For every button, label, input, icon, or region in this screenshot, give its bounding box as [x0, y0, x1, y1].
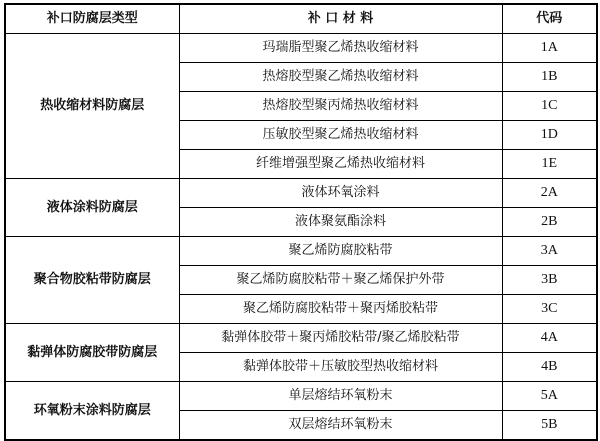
table-row [5, 324, 597, 353]
table-row [5, 34, 597, 63]
header-coating-type: 补口防腐层类型 [5, 4, 179, 34]
code-cell: 1D [502, 121, 597, 150]
code-cell: 3A [502, 237, 597, 266]
table-row [5, 179, 597, 208]
coating-type-cell: 黏弹体防腐胶带防腐层 [5, 324, 179, 382]
code-cell: 1E [502, 150, 597, 179]
material-cell: 热熔胶型聚丙烯热收缩材料 [179, 92, 502, 121]
material-cell: 黏弹体胶带＋聚丙烯胶粘带/聚乙烯胶粘带 [179, 324, 502, 353]
code-cell: 4B [502, 353, 597, 382]
code-cell: 2B [502, 208, 597, 237]
header-material: 补 口 材 料 [179, 4, 502, 34]
material-cell: 黏弹体胶带＋压敏胶型热收缩材料 [179, 353, 502, 382]
code-cell: 4A [502, 324, 597, 353]
code-cell: 1B [502, 63, 597, 92]
code-cell: 5A [502, 382, 597, 411]
material-cell: 双层熔结环氧粉末 [179, 411, 502, 441]
material-cell: 聚乙烯防腐胶粘带＋聚乙烯保护外带 [179, 266, 502, 295]
coating-type-cell: 聚合物胶粘带防腐层 [5, 237, 179, 324]
table-row [5, 237, 597, 266]
material-cell: 液体聚氨酯涂料 [179, 208, 502, 237]
header-row [5, 4, 597, 34]
coating-type-cell: 液体涂料防腐层 [5, 179, 179, 237]
material-cell: 热熔胶型聚乙烯热收缩材料 [179, 63, 502, 92]
coating-type-cell: 热收缩材料防腐层 [5, 34, 179, 179]
coating-type-cell: 环氧粉末涂料防腐层 [5, 382, 179, 441]
coating-material-table [4, 3, 598, 441]
code-cell: 5B [502, 411, 597, 441]
code-cell: 3C [502, 295, 597, 324]
material-cell: 聚乙烯防腐胶粘带 [179, 237, 502, 266]
material-cell: 单层熔结环氧粉末 [179, 382, 502, 411]
material-cell: 玛瑞脂型聚乙烯热收缩材料 [179, 34, 502, 63]
material-cell: 压敏胶型聚乙烯热收缩材料 [179, 121, 502, 150]
material-cell: 聚乙烯防腐胶粘带＋聚丙烯胶粘带 [179, 295, 502, 324]
material-cell: 液体环氧涂料 [179, 179, 502, 208]
header-code: 代码 [502, 4, 597, 34]
code-cell: 1C [502, 92, 597, 121]
table-row [5, 382, 597, 411]
code-cell: 1A [502, 34, 597, 63]
code-cell: 2A [502, 179, 597, 208]
code-cell: 3B [502, 266, 597, 295]
material-cell: 纤维增强型聚乙烯热收缩材料 [179, 150, 502, 179]
